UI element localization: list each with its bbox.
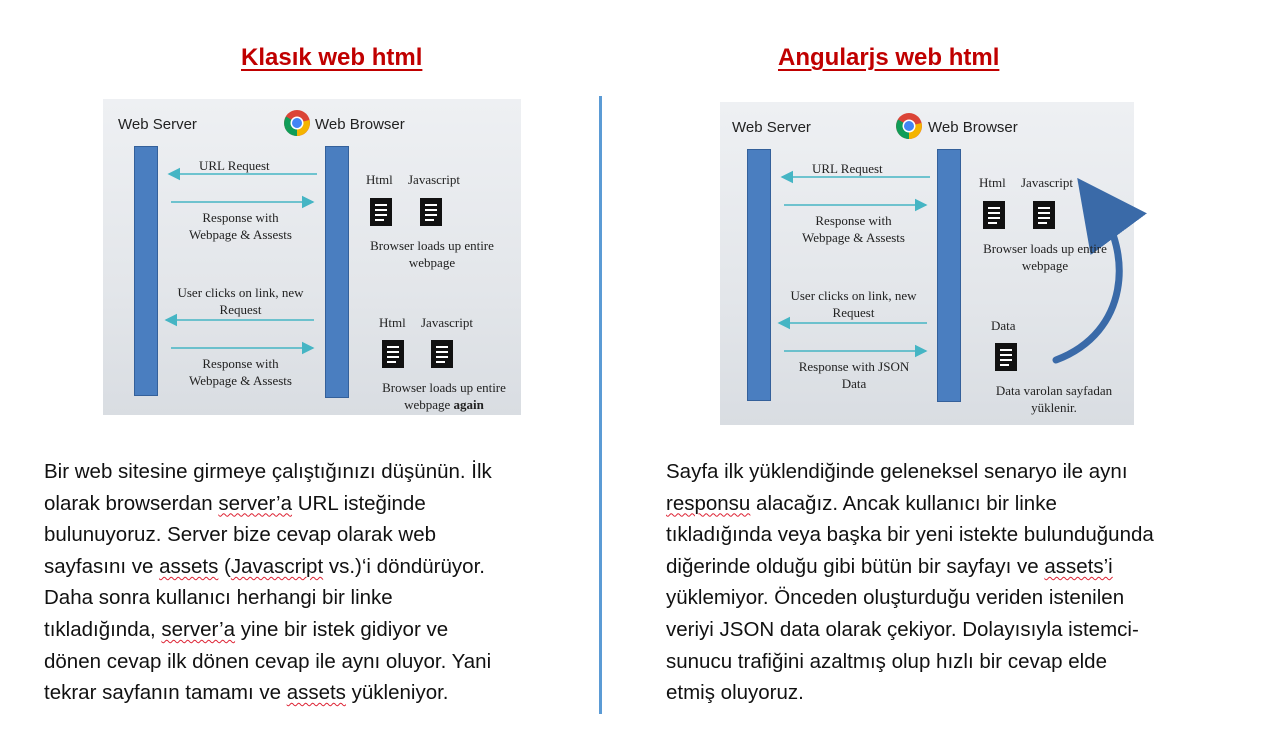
spellcheck-word: server’a bbox=[161, 617, 236, 641]
javascript-label-2: Javascript bbox=[421, 315, 473, 330]
loads-label-1: Browser loads up entire webpage bbox=[370, 238, 494, 270]
classic-web-diagram bbox=[103, 99, 521, 415]
url-request-label: URL Request bbox=[199, 158, 270, 173]
left-title: Klasık web html bbox=[241, 44, 423, 71]
spellcheck-word: responsu bbox=[666, 491, 751, 515]
paragraph-text: yükleniyor. bbox=[345, 681, 449, 705]
javascript-document-icon-2 bbox=[431, 340, 453, 368]
data-document-icon bbox=[995, 343, 1017, 371]
html-label-1: Html bbox=[366, 172, 393, 187]
html-label-2: Html bbox=[379, 315, 406, 330]
paragraph-text: yine bir istek gidiyor ve dönen cevap ilk dönen cevap ile aynı oluyor. Yani tekrar sayfanın tamamı ve bbox=[44, 617, 492, 705]
spellcheck-word: Javascript bbox=[230, 554, 324, 578]
spellcheck-word: assets bbox=[159, 554, 219, 578]
javascript-document-icon bbox=[420, 198, 442, 226]
url-request-label: URL Request bbox=[812, 161, 883, 176]
paragraph-text: alacağız. Ancak kullanıcı bir linke tıkladığında veya başka bir yeni istekte bulunduğunda diğerinde olduğu gibi bütün bir sayfayı ve bbox=[666, 491, 1154, 578]
response-label-2: Response with Webpage & Assests bbox=[189, 356, 292, 388]
web-server-label: Web Server bbox=[732, 119, 811, 136]
javascript-label-1: Javascript bbox=[408, 172, 460, 187]
javascript-document-icon bbox=[1033, 201, 1055, 229]
angularjs-description-text bbox=[666, 456, 1246, 709]
web-server-label: Web Server bbox=[118, 116, 197, 133]
html-document-icon-2 bbox=[382, 340, 404, 368]
angularjs-web-diagram bbox=[720, 102, 1134, 425]
spellcheck-word: assets bbox=[286, 681, 346, 705]
response-label-1: Response with Webpage & Assests bbox=[802, 213, 905, 245]
curved-arrow-icon bbox=[1056, 206, 1119, 360]
web-browser-label: Web Browser bbox=[315, 116, 405, 133]
paragraph-text: URL isteğinde bulunuyoruz. Server bize cevap olarak web sayfasını ve bbox=[44, 491, 436, 578]
html-document-icon bbox=[370, 198, 392, 226]
response-label-1: Response with Webpage & Assests bbox=[189, 210, 292, 242]
spellcheck-word: server’a bbox=[218, 491, 293, 515]
json-response-label: Response with JSON Data bbox=[798, 359, 910, 391]
new-request-label: User clicks on link, new Request bbox=[790, 288, 917, 320]
spellcheck-word: assets’i bbox=[1044, 554, 1113, 578]
paragraph-text: ( bbox=[218, 554, 231, 578]
loads-label: Browser loads up entire webpage bbox=[983, 241, 1107, 273]
center-divider bbox=[599, 96, 602, 714]
paragraph-text: Sayfa ilk yüklendiğinde geleneksel senaryo ile aynı bbox=[666, 460, 1128, 483]
classic-description-text bbox=[44, 456, 574, 709]
right-title: Angularjs web html bbox=[778, 44, 1000, 71]
data-loaded-label: Data varolan sayfadan yüklenir. bbox=[995, 383, 1113, 415]
paragraph-text: Bir web sitesine girmeye çalıştığınızı düşünün. İlk olarak browserdan bbox=[44, 460, 492, 515]
web-browser-label: Web Browser bbox=[928, 119, 1018, 136]
new-request-label: User clicks on link, new Request bbox=[177, 285, 304, 317]
javascript-label: Javascript bbox=[1021, 175, 1073, 190]
html-label: Html bbox=[979, 175, 1006, 190]
loads-label-2: Browser loads up entire webpage again bbox=[382, 380, 506, 412]
data-label: Data bbox=[991, 318, 1016, 333]
paragraph-text: vs.)‘i döndürüyor. Daha sonra kullanıcı herhangi bir linke tıkladığında, bbox=[44, 554, 485, 641]
html-document-icon bbox=[983, 201, 1005, 229]
paragraph-text: yüklemiyor. Önceden oluşturduğu veriden istenilen veriyi JSON data olarak çekiyor. Dolayısıyla istemci- sunucu trafiğini azaltmış olup hızlı bir cevap elde etmiş oluyoruz. bbox=[666, 586, 1139, 705]
